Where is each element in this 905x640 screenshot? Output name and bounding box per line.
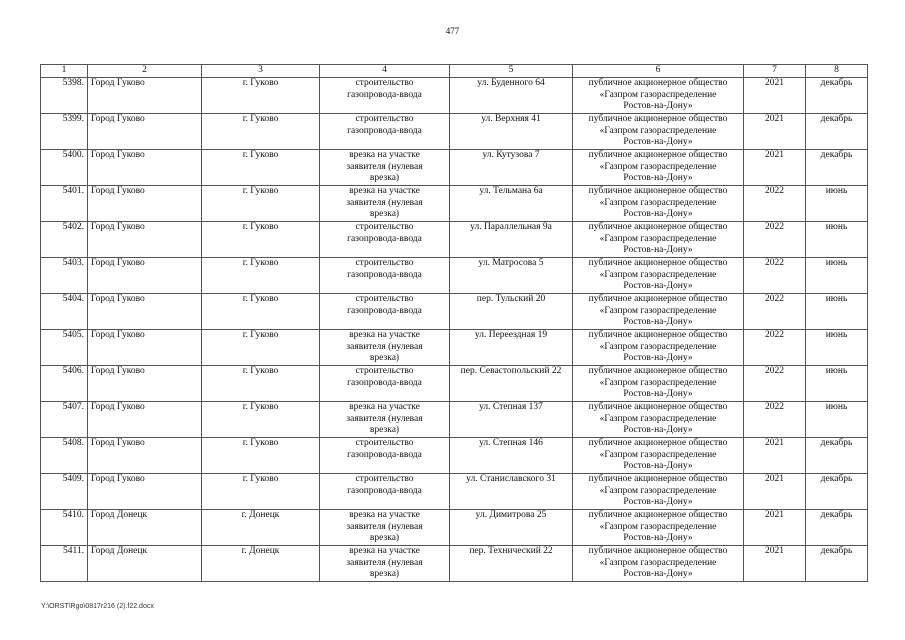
municipality-cell: Город Донецк [88, 546, 202, 582]
municipality-cell: Город Донецк [88, 510, 202, 546]
settlement-cell: г. Донецк [202, 510, 320, 546]
year-cell: 2022 [744, 330, 806, 366]
row-number-cell: 5400. [41, 150, 88, 186]
settlement-cell: г. Гуково [202, 150, 320, 186]
table-row [41, 438, 868, 474]
work-type-cell: строительство газопровода-ввода [320, 294, 450, 330]
table-row [41, 546, 868, 582]
year-cell: 2022 [744, 186, 806, 222]
month-cell: декабрь [806, 474, 868, 510]
table-row [41, 330, 868, 366]
work-type-cell: врезка на участке заявителя (нулевая врезка) [320, 546, 450, 582]
table-body [41, 78, 868, 582]
work-type-cell: врезка на участке заявителя (нулевая врезка) [320, 186, 450, 222]
settlement-cell: г. Гуково [202, 330, 320, 366]
organization-cell: публичное акционерное общество «Газпром газораспределение Ростов-на-Дону» [573, 78, 744, 114]
row-number-cell: 5401. [41, 186, 88, 222]
column-number-row [41, 65, 868, 78]
municipality-cell: Город Гуково [88, 114, 202, 150]
work-type-cell: врезка на участке заявителя (нулевая врезка) [320, 510, 450, 546]
row-number-cell: 5404. [41, 294, 88, 330]
month-cell: декабрь [806, 150, 868, 186]
page-number: 477 [445, 26, 460, 36]
work-type-cell: строительство газопровода-ввода [320, 78, 450, 114]
organization-cell: публичное акционерное общество «Газпром газораспределение Ростов-на-Дону» [573, 510, 744, 546]
year-cell: 2021 [744, 438, 806, 474]
address-cell: ул. Матросова 5 [450, 258, 573, 294]
month-cell: декабрь [806, 114, 868, 150]
settlement-cell: г. Гуково [202, 78, 320, 114]
month-cell: июнь [806, 222, 868, 258]
settlement-cell: г. Донецк [202, 546, 320, 582]
month-cell: декабрь [806, 546, 868, 582]
settlement-cell: г. Гуково [202, 366, 320, 402]
address-cell: ул. Степная 146 [450, 438, 573, 474]
year-cell: 2021 [744, 150, 806, 186]
year-cell: 2021 [744, 114, 806, 150]
row-number-cell: 5399. [41, 114, 88, 150]
address-cell: ул. Переездная 19 [450, 330, 573, 366]
month-cell: декабрь [806, 438, 868, 474]
column-header: 6 [573, 65, 744, 78]
municipality-cell: Город Гуково [88, 438, 202, 474]
address-cell: ул. Димитрова 25 [450, 510, 573, 546]
work-type-cell: врезка на участке заявителя (нулевая врезка) [320, 330, 450, 366]
row-number-cell: 5411. [41, 546, 88, 582]
month-cell: декабрь [806, 78, 868, 114]
settlement-cell: г. Гуково [202, 438, 320, 474]
year-cell: 2021 [744, 510, 806, 546]
register-table [40, 64, 868, 582]
row-number-cell: 5410. [41, 510, 88, 546]
address-cell: пер. Севастопольский 22 [450, 366, 573, 402]
year-cell: 2022 [744, 222, 806, 258]
organization-cell: публичное акционерное общество «Газпром газораспределение Ростов-на-Дону» [573, 330, 744, 366]
column-header: 1 [41, 65, 88, 78]
work-type-cell: строительство газопровода-ввода [320, 258, 450, 294]
municipality-cell: Город Гуково [88, 402, 202, 438]
settlement-cell: г. Гуково [202, 474, 320, 510]
month-cell: июнь [806, 366, 868, 402]
organization-cell: публичное акционерное общество «Газпром газораспределение Ростов-на-Дону» [573, 186, 744, 222]
column-header: 7 [744, 65, 806, 78]
settlement-cell: г. Гуково [202, 186, 320, 222]
address-cell: ул. Параллельная 9а [450, 222, 573, 258]
year-cell: 2022 [744, 402, 806, 438]
column-header: 2 [88, 65, 202, 78]
column-header: 3 [202, 65, 320, 78]
municipality-cell: Город Гуково [88, 294, 202, 330]
address-cell: ул. Степная 137 [450, 402, 573, 438]
row-number-cell: 5405. [41, 330, 88, 366]
address-cell: ул. Станиславского 31 [450, 474, 573, 510]
settlement-cell: г. Гуково [202, 258, 320, 294]
municipality-cell: Город Гуково [88, 366, 202, 402]
table-row [41, 510, 868, 546]
year-cell: 2022 [744, 294, 806, 330]
column-header: 8 [806, 65, 868, 78]
row-number-cell: 5407. [41, 402, 88, 438]
month-cell: июнь [806, 330, 868, 366]
footer-file-path: Y:\ORST\Rgo\0817r216 (2).f22.docx [41, 603, 154, 610]
settlement-cell: г. Гуково [202, 402, 320, 438]
municipality-cell: Город Гуково [88, 78, 202, 114]
address-cell: пер. Тульский 20 [450, 294, 573, 330]
row-number-cell: 5402. [41, 222, 88, 258]
address-cell: ул. Верхняя 41 [450, 114, 573, 150]
organization-cell: публичное акционерное общество «Газпром газораспределение Ростов-на-Дону» [573, 222, 744, 258]
table-row [41, 474, 868, 510]
table-row [41, 294, 868, 330]
settlement-cell: г. Гуково [202, 294, 320, 330]
address-cell: пер. Технический 22 [450, 546, 573, 582]
work-type-cell: строительство газопровода-ввода [320, 438, 450, 474]
table-row [41, 186, 868, 222]
municipality-cell: Город Гуково [88, 186, 202, 222]
work-type-cell: строительство газопровода-ввода [320, 222, 450, 258]
year-cell: 2021 [744, 78, 806, 114]
row-number-cell: 5398. [41, 78, 88, 114]
address-cell: ул. Буденного 64 [450, 78, 573, 114]
row-number-cell: 5406. [41, 366, 88, 402]
row-number-cell: 5403. [41, 258, 88, 294]
table-row [41, 366, 868, 402]
month-cell: декабрь [806, 510, 868, 546]
settlement-cell: г. Гуково [202, 114, 320, 150]
work-type-cell: врезка на участке заявителя (нулевая врезка) [320, 402, 450, 438]
table-row [41, 114, 868, 150]
work-type-cell: строительство газопровода-ввода [320, 114, 450, 150]
year-cell: 2022 [744, 366, 806, 402]
organization-cell: публичное акционерное общество «Газпром газораспределение Ростов-на-Дону» [573, 474, 744, 510]
organization-cell: публичное акционерное общество «Газпром газораспределение Ростов-на-Дону» [573, 294, 744, 330]
address-cell: ул. Кутузова 7 [450, 150, 573, 186]
municipality-cell: Город Гуково [88, 222, 202, 258]
settlement-cell: г. Гуково [202, 222, 320, 258]
organization-cell: публичное акционерное общество «Газпром газораспределение Ростов-на-Дону» [573, 438, 744, 474]
year-cell: 2021 [744, 474, 806, 510]
column-header: 4 [320, 65, 450, 78]
month-cell: июнь [806, 258, 868, 294]
work-type-cell: строительство газопровода-ввода [320, 366, 450, 402]
column-header: 5 [450, 65, 573, 78]
organization-cell: публичное акционерное общество «Газпром газораспределение Ростов-на-Дону» [573, 114, 744, 150]
month-cell: июнь [806, 294, 868, 330]
month-cell: июнь [806, 186, 868, 222]
municipality-cell: Город Гуково [88, 330, 202, 366]
table-row [41, 258, 868, 294]
year-cell: 2021 [744, 546, 806, 582]
organization-cell: публичное акционерное общество «Газпром газораспределение Ростов-на-Дону» [573, 258, 744, 294]
organization-cell: публичное акционерное общество «Газпром газораспределение Ростов-на-Дону» [573, 402, 744, 438]
municipality-cell: Город Гуково [88, 258, 202, 294]
table-row [41, 150, 868, 186]
table-row [41, 78, 868, 114]
month-cell: июнь [806, 402, 868, 438]
organization-cell: публичное акционерное общество «Газпром газораспределение Ростов-на-Дону» [573, 150, 744, 186]
work-type-cell: строительство газопровода-ввода [320, 474, 450, 510]
table-row [41, 402, 868, 438]
row-number-cell: 5409. [41, 474, 88, 510]
municipality-cell: Город Гуково [88, 474, 202, 510]
organization-cell: публичное акционерное общество «Газпром газораспределение Ростов-на-Дону» [573, 366, 744, 402]
address-cell: ул. Тельмана 6а [450, 186, 573, 222]
row-number-cell: 5408. [41, 438, 88, 474]
organization-cell: публичное акционерное общество «Газпром газораспределение Ростов-на-Дону» [573, 546, 744, 582]
municipality-cell: Город Гуково [88, 150, 202, 186]
year-cell: 2022 [744, 258, 806, 294]
work-type-cell: врезка на участке заявителя (нулевая врезка) [320, 150, 450, 186]
table-row [41, 222, 868, 258]
